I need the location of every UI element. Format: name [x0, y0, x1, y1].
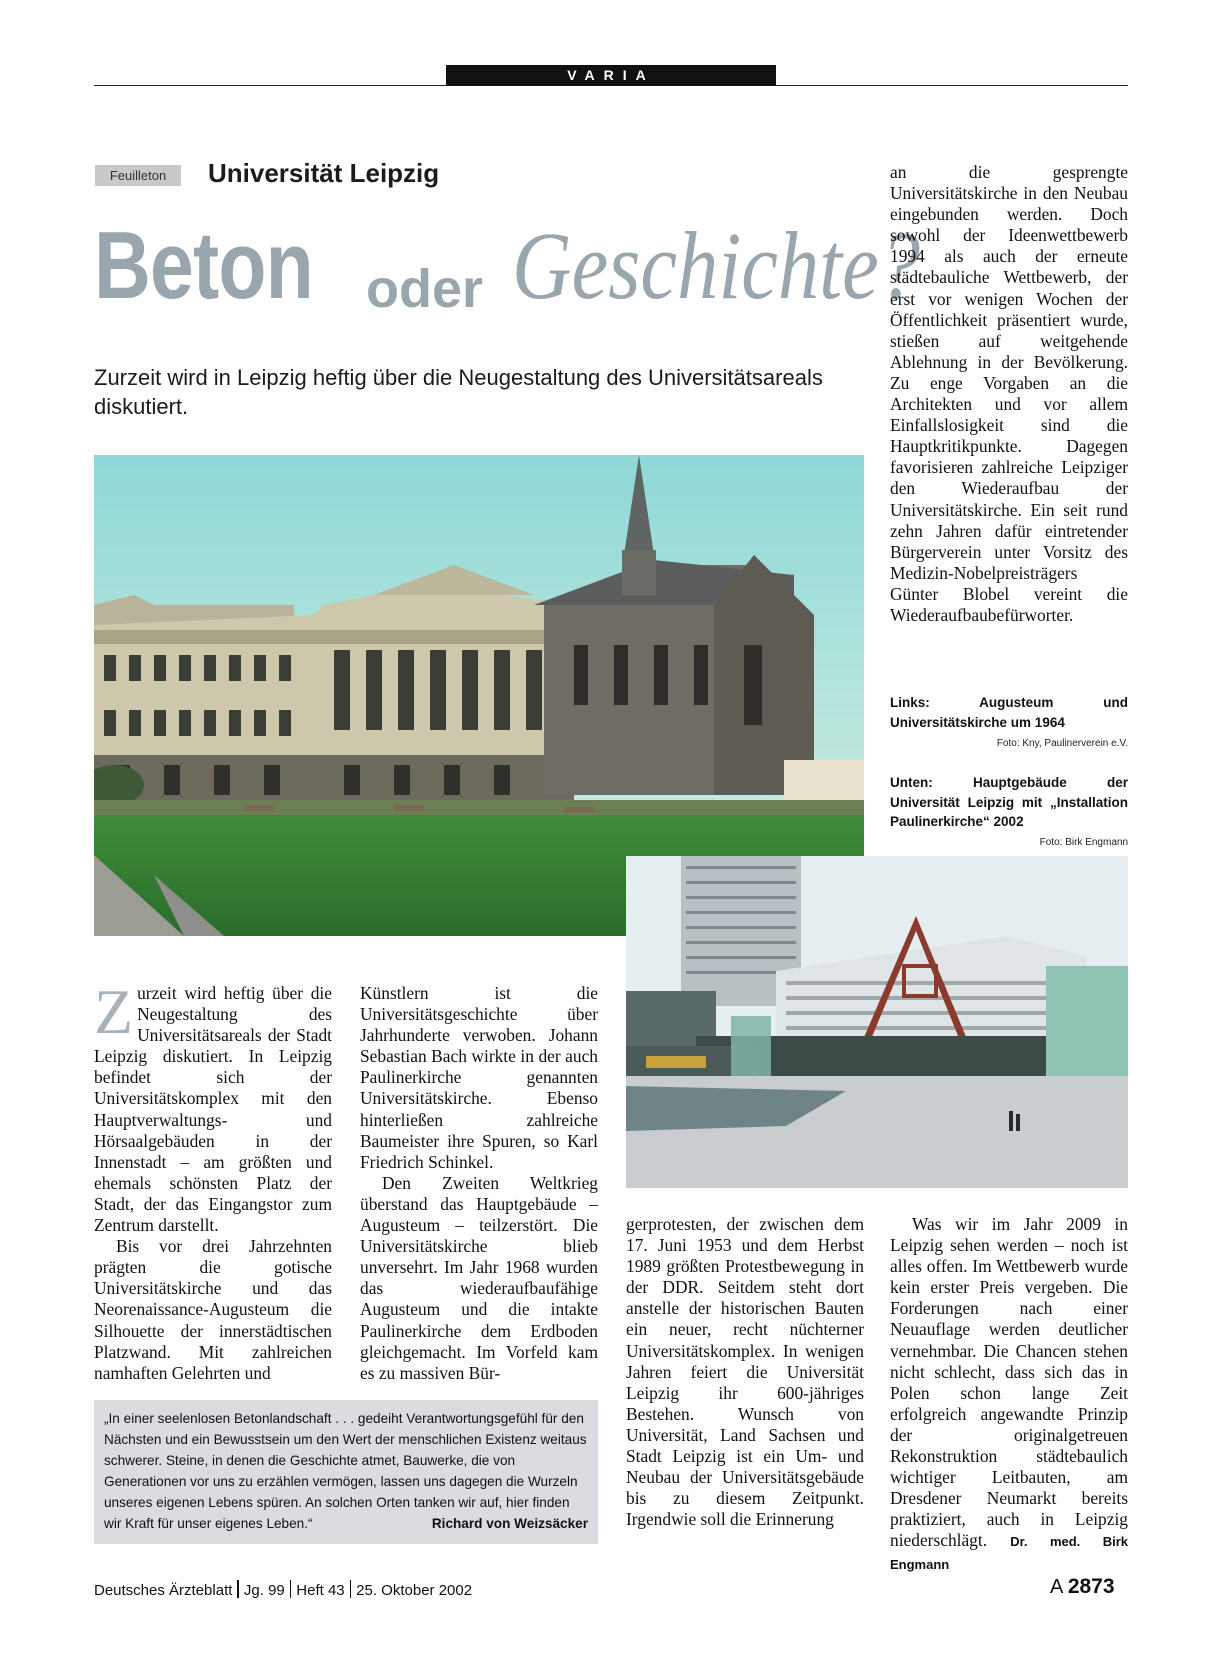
quote [104, 1408, 588, 1534]
footer-date: 25. Oktober 2002 [356, 1582, 473, 1599]
drop-cap: Z [94, 976, 134, 1047]
page-number [1050, 1575, 1115, 1599]
photo2-caption: Unten: Hauptgebäude der Universität Leipzig mit „Installation Paulinerkirche“ 2002 [890, 775, 1128, 829]
footer-volume: Jg. 99 [243, 1582, 285, 1599]
footer-issue: Heft 43 [296, 1582, 345, 1599]
quote-author: Richard von Weizsäcker [431, 1516, 588, 1531]
headline-word-oder: oder [366, 259, 484, 319]
photo1-caption: Links: Augusteum und Universitätskirche um 1964 [890, 695, 1128, 730]
headline-word-geschichte: Geschichte? [512, 212, 921, 319]
photo2-credit: Foto: Birk Engmann [1039, 837, 1128, 848]
col2-paragraph-2: Den Zweiten Weltkrieg überstand das Hauptgebäude – Augusteum – teilzerstört. Die Universitätskirche blieb unversehrt. Im Jahr 1968 wurden das wiederaufbaufähige Augusteum und die intakte Paulinerkirche dem Erdboden gleichgemacht. Im Vorfeld kam es zu massiven Bür- [360, 1172, 598, 1383]
footer-separator [290, 1580, 292, 1598]
footer [94, 1580, 472, 1599]
photo-hauptgebaeude-installation [626, 856, 1128, 1188]
body-column-3 [626, 1214, 864, 1530]
photo1-credit: Foto: Kny, Paulinerverein e.V. [996, 738, 1128, 749]
headline-word-beton: Beton [94, 212, 313, 319]
footer-journal: Deutsches Ärzteblatt [94, 1582, 233, 1599]
page-prefix: A [1050, 1576, 1063, 1598]
body-column-4 [890, 1214, 1128, 1575]
author-signature: Dr. med. Birk Engmann [890, 1534, 1128, 1572]
kicker-label: Feuilleton [95, 165, 181, 186]
subtitle: Zurzeit wird in Leipzig heftig über die Neugestaltung des Universitätsareals diskutiert. [94, 365, 823, 419]
body-column-2 [360, 983, 598, 1384]
col1-paragraph-2: Bis vor drei Jahrzehnten prägten die gotische Universitätskirche und das Neorenaissance-Augusteum die Silhouette der innerstädtischen Platzwand. Mit zahlreichen namhaften Gelehrten und [94, 1236, 332, 1383]
kicker-title: Universität Leipzig [208, 158, 440, 188]
footer-separator [237, 1580, 239, 1598]
right-column-paragraph: an die gesprengte Universitätskirche in den Neubau eingebunden werden. Doch sowohl der Ideenwettbewerb 1994 als auch der erneute städtebauliche Wettbewerb, der erst vor wenigen Wochen der Öffentlichkeit präsentiert wurde, stießen auf weitgehende Ablehnung in der Bevölkerung. Zu enge Vorgaben an die Architekten und vor allem Einfallslosigkeit sind die Hauptkritikpunkte. Dagegen favorisieren zahlreiche Leipziger den Wiederaufbau der Universitätskirche. Ein seit rund zehn Jahren dafür eintretender Bürgerverein unter Vorsitz des Medizin-Nobelpreisträgers Günter Blobel vereint die Wiederaufbaubefürworter. [890, 162, 1128, 625]
col1-paragraph-1-text: urzeit wird heftig über die Neugestaltung des Universitätsareals der Stadt Leipzig diskutiert. In Leipzig befindet sich der Universitätskomplex mit den Hauptverwaltungs- und Hörsaalgebäuden in der Innenstadt – am größten und ehemals schönsten Platz der Stadt, der das Eingangstor zum Zentrum darstellt. [94, 983, 332, 1236]
footer-separator [350, 1580, 352, 1598]
col4-paragraph-1-text: Was wir im Jahr 2009 in Leipzig sehen werden – noch ist alles offen. Im Wettbewerb wurde kein erster Preis vergeben. Die Forderungen nach einer Neuauflage werden deutlicher vernehmbar. Die Chancen stehen nicht schlecht, dass sich das in Polen schon lange Zeit erfolgreich angewandte Prinzip der originalgetreuen Rekonstruktion städtebaulich wichtiger Leitbauten, am Dresdener Neumarkt bereits praktiziert, auch in Leipzig niederschlägt. [890, 1214, 1128, 1551]
page-number-value: 2873 [1067, 1575, 1115, 1598]
col4-paragraph-1 [890, 1214, 1128, 1575]
section-tag: VARIA [446, 65, 776, 86]
right-column-text [890, 162, 1128, 626]
col1-paragraph-1 [94, 976, 332, 1236]
col2-paragraph-1: Künstlern ist die Universitätsgeschichte über Jahrhunderte verwoben. Johann Sebastian Bach wirkte in der auch Paulinerkirche genannten Universitätskirche. Ebenso hinterließen zahlreiche Baumeister ihre Spuren, so Karl Friedrich Schinkel. [360, 983, 598, 1172]
quote-text: „In einer seelenlosen Betonlandschaft . . . gedeiht Verantwortungsgefühl für den Nächsten und ein Bewusstsein um den Wert der menschlichen Existenz weitaus schwerer. Steine, in denen die Geschichte atmet, Bauwerke, die von Generationen vor uns zu erzählen vermögen, lassen uns dagegen die Wurzeln unseres eigenen Lebens spüren. An solchen Orten tanken wir auf, hier finden wir Kraft für unser eigenes Leben.“ [104, 1411, 587, 1531]
col3-paragraph-1: gerprotesten, der zwischen dem 17. Juni 1953 und dem Herbst 1989 größten Protestbewegung in der DDR. Seitdem steht dort anstelle der historischen Bauten ein neuer, recht nüchterner Universitätskomplex. In wenigen Jahren feiert die Universität Leipzig ihr 600-jähriges Bestehen. Wunsch von Universität, Land Sachsen und Stadt Leipzig ist ein Um- und Neubau der Universitätsgebäude bis zu diesem Zeitpunkt. Irgendwie soll die Erinnerung [626, 1214, 864, 1530]
body-column-1 [94, 976, 332, 1384]
